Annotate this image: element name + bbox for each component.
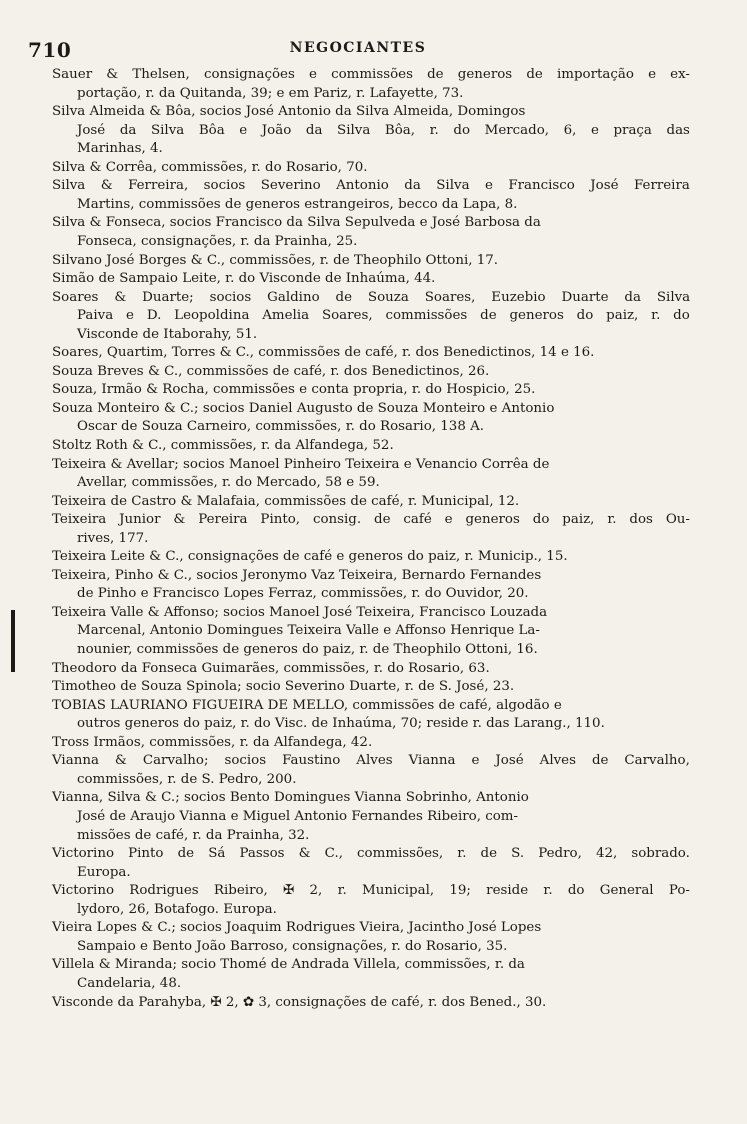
entry-first-line: Silva Almeida & Bôa, socios José Antonio da Silva Almeida, Domingos: [52, 104, 526, 120]
entry-continuation-line: missões de café, r. da Prainha, 32.: [77, 827, 310, 843]
entry-continuation-line: commissões, r. de S. Pedro, 200.: [77, 771, 297, 787]
entry-continuation-line: lydoro, 26, Botafogo. Europa.: [77, 901, 277, 917]
entry-first-line: TOBIAS LAURIANO FIGUEIRA DE MELLO, commissões de café, algodão e: [52, 697, 562, 713]
entry-first-line: Tross Irmãos, commissões, r. da Alfandega, 42.: [52, 734, 373, 750]
entry-continuation-line: nounier, commissões de generos do paiz, r. de Theophilo Ottoni, 16.: [77, 642, 538, 658]
entry-continuation-line: Paiva e D. Leopoldina Amelia Soares, commissões de generos do paiz, r. do: [77, 308, 690, 324]
entry-continuation-line: Candelaria, 48.: [77, 975, 182, 991]
entry-continuation-line: Fonseca, consignações, r. da Prainha, 25.: [77, 233, 358, 249]
page-number: 710: [28, 38, 72, 62]
entry-first-line: Stoltz Roth & C., commissões, r. da Alfandega, 52.: [52, 438, 394, 453]
entry-first-line: Teixeira de Castro & Malafaia, commissões de café, r. Municipal, 12.: [52, 493, 520, 509]
entry-first-line: Victorino Rodrigues Ribeiro, ✠ 2, r. Municipal, 19; reside r. do General Po-: [52, 883, 690, 899]
page-title: NEGOCIANTES: [289, 40, 427, 56]
entry-first-line: Victorino Pinto de Sá Passos & C., commissões, r. de S. Pedro, 42, sobrado.: [52, 846, 690, 862]
entry-first-line: Soares & Duarte; socios Galdino de Souza Soares, Euzebio Duarte da Silva: [52, 289, 691, 305]
entry-first-line: Soares, Quartim, Torres & C., commissões de café, r. dos Benedictinos, 14 e 16.: [52, 345, 595, 361]
entry-first-line: Sauer & Thelsen, consignações e commissões de generos de importação e ex-: [52, 67, 690, 82]
entry-first-line: Teixeira & Avellar; socios Manoel Pinheiro Teixeira e Venancio Corrêa de: [52, 456, 550, 472]
entry-continuation-line: Avellar, commissões, r. do Mercado, 58 e 59.: [77, 475, 380, 491]
entry-first-line: Vianna & Carvalho; socios Faustino Alves Vianna e José Alves de Carvalho,: [52, 753, 690, 769]
entry-first-line: Teixeira, Pinho & C., socios Jeronymo Vaz Teixeira, Bernardo Fernandes: [52, 567, 542, 583]
entry-first-line: Silva & Corrêa, commissões, r. do Rosario, 70.: [52, 159, 368, 175]
entry-first-line: Vianna, Silva & C.; socios Bento Domingues Vianna Sobrinho, Antonio: [52, 790, 529, 806]
entry-first-line: Teixeira Junior & Pereira Pinto, consig. de café e generos do paiz, r. dos Ou-: [52, 512, 690, 528]
entry-continuation-line: Visconde de Itaborahy, 51.: [77, 326, 258, 342]
entry-continuation-line: Martins, commissões de generos estrangeiros, becco da Lapa, 8.: [77, 196, 518, 212]
entry-first-line: Souza Monteiro & C.; socios Daniel Augusto de Souza Monteiro e Antonio: [52, 400, 555, 416]
entry-first-line: Silva & Fonseca, socios Francisco da Silva Sepulveda e José Barbosa da: [52, 215, 541, 231]
entry-first-line: Theodoro da Fonseca Guimarães, commissões, r. do Rosario, 63.: [52, 660, 490, 676]
entry-continuation-line: portação, r. da Quitanda, 39; e em Pariz, r. Lafayette, 73.: [77, 85, 464, 101]
page-header: [28, 38, 688, 64]
entry-continuation-line: José de Araujo Vianna e Miguel Antonio Fernandes Ribeiro, com-: [77, 808, 519, 824]
entry-first-line: Teixeira Leite & C., consignações de café e generos do paiz, r. Municip., 15.: [52, 549, 568, 565]
entry-continuation-line: outros generos do paiz, r. do Visc. de Inhaúma, 70; reside r. das Larang., 110.: [77, 716, 605, 732]
entry-continuation-line: Sampaio e Bento João Barroso, consignações, r. do Rosario, 35.: [77, 938, 508, 954]
merchant-list: [0, 66, 747, 1116]
entry-continuation-line: rives, 177.: [77, 530, 149, 546]
entry-first-line: Vieira Lopes & C.; socios Joaquim Rodrigues Vieira, Jacintho José Lopes: [52, 920, 542, 936]
entry-first-line: Silva & Ferreira, socios Severino Antonio da Silva e Francisco José Ferreira: [52, 178, 690, 194]
entry-first-line: Simão de Sampaio Leite, r. do Visconde de Inhaúma, 44.: [52, 271, 436, 287]
entry-first-line: Silvano José Borges & C., commissões, r. de Theophilo Ottoni, 17.: [52, 252, 499, 268]
entry-first-line: Timotheo de Souza Spinola; socio Severino Duarte, r. de S. José, 23.: [52, 679, 515, 695]
entry-continuation-line: Marcenal, Antonio Domingues Teixeira Valle e Affonso Henrique La-: [77, 623, 540, 639]
entry-continuation-line: Marinhas, 4.: [77, 141, 163, 157]
entry-first-line: Villela & Miranda; socio Thomé de Andrada Villela, commissões, r. da: [52, 957, 525, 973]
entry-first-line: Visconde da Parahyba, ✠ 2, ✿ 3, consignações de café, r. dos Bened., 30.: [52, 994, 547, 1010]
entry-first-line: Souza, Irmão & Rocha, commissões e conta propria, r. do Hospicio, 25.: [52, 382, 536, 398]
entry-first-line: Teixeira Valle & Affonso; socios Manoel José Teixeira, Francisco Louzada: [52, 604, 548, 620]
entry-continuation-line: Europa.: [77, 864, 131, 880]
entry-continuation-line: Oscar de Souza Carneiro, commissões, r. do Rosario, 138 A.: [77, 419, 485, 435]
entry-continuation-line: de Pinho e Francisco Lopes Ferraz, commissões, r. do Ouvidor, 20.: [77, 586, 529, 602]
entry-first-line: Souza Breves & C., commissões de café, r. dos Benedictinos, 26.: [52, 363, 490, 379]
entry-continuation-line: José da Silva Bôa e João da Silva Bôa, r. do Mercado, 6, e praça das: [77, 122, 690, 138]
